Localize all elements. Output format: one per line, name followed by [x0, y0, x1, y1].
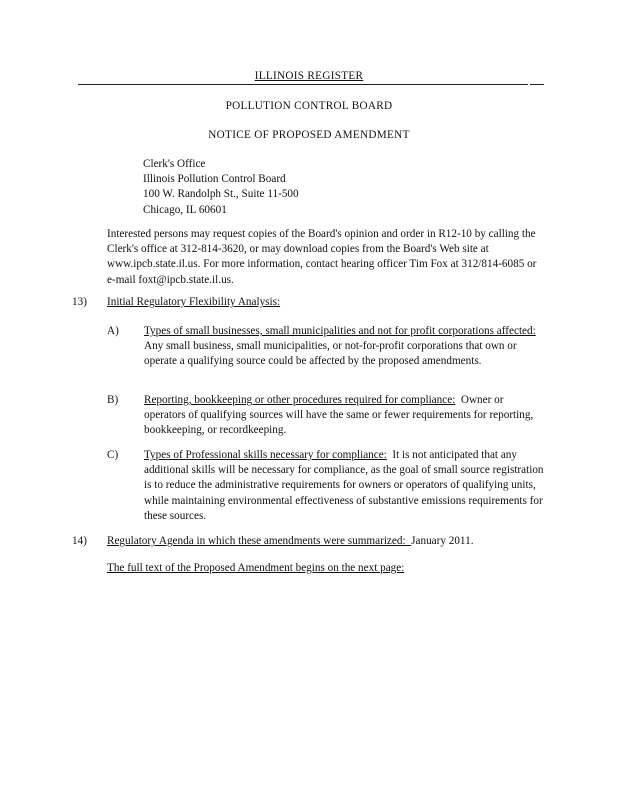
- item-letter: B): [107, 394, 119, 406]
- section-number: 13): [72, 296, 87, 308]
- section-heading: Initial Regulatory Flexibility Analysis:: [107, 296, 281, 308]
- notice-title: NOTICE OF PROPOSED AMENDMENT: [208, 129, 410, 141]
- item-title: Reporting, bookkeeping or other procedures required for compliance:: [144, 394, 456, 406]
- item-body: [144, 324, 544, 370]
- section-number: 14): [72, 535, 87, 547]
- address-line: Chicago, IL 60601: [143, 203, 227, 216]
- interested-persons-paragraph: Interested persons may request copies of the Board's opinion and order in R12-10 by calling the Clerk's office at 312-814-3620, or may download copies from the Board's Web site at www.ipcb.state.il.us. For more information, contact hearing officer Tim Fox at 312/814-6085 or e-mail foxt@ipcb.state.il.us.: [107, 228, 537, 286]
- full-text-notice: The full text of the Proposed Amendment begins on the next page:: [107, 562, 405, 574]
- address-line: 100 W. Randolph St., Suite 11-500: [143, 188, 299, 201]
- item-letter: C): [107, 449, 119, 461]
- item-title: Types of small businesses, small municipalities and not for profit corporations affected:: [144, 325, 536, 337]
- item-title: Types of Professional skills necessary for compliance:: [144, 449, 387, 461]
- item-text: Owner or operators of qualifying sources will have the same or fewer requirements for reporting, bookkeeping, or recordkeeping.: [144, 394, 534, 437]
- item-body: [144, 448, 544, 524]
- item-text: Any small business, small municipalities, or not-for-profit corporations that own or operate a qualifying source could be affected by the proposed amendments.: [144, 340, 517, 368]
- section-heading-text: Regulatory Agenda in which these amendments were summarized:: [107, 535, 406, 547]
- address-line: Illinois Pollution Control Board: [143, 173, 286, 186]
- item-body: [144, 393, 544, 439]
- register-title: ILLINOIS REGISTER: [254, 70, 364, 82]
- item-letter: A): [107, 325, 119, 337]
- agency-title: POLLUTION CONTROL BOARD: [225, 100, 393, 112]
- item-text: It is not anticipated that any additional skills will be necessary for compliance, as the goal of small source registration is to reduce the administrative requirements for owners or operators of qualifying units, while maintaining environmental effectiveness of substantive emissions requirements for these sources.: [144, 449, 544, 522]
- address-line: Clerk's Office: [143, 158, 206, 170]
- section-heading: [107, 534, 474, 549]
- address-block: [143, 157, 299, 218]
- section-value: January 2011.: [411, 535, 474, 547]
